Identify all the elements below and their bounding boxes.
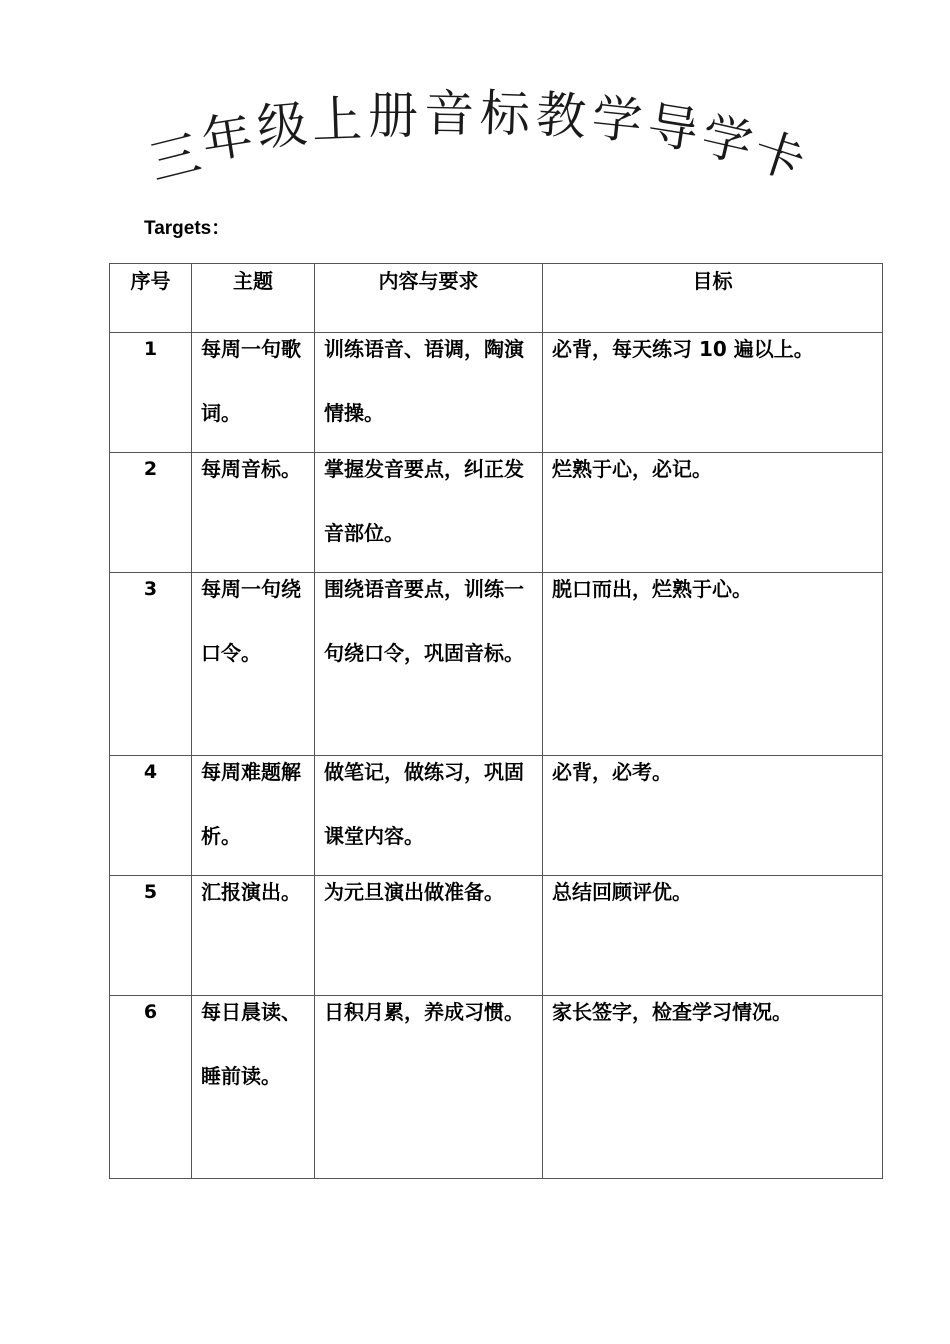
- table-row: [110, 453, 883, 573]
- row-goal: 脱口而出，烂熟于心。: [552, 577, 752, 601]
- title-char: 音: [423, 84, 475, 144]
- row-content: 为元旦演出做准备。: [324, 880, 504, 904]
- row-goal: 烂熟于心，必记。: [552, 457, 712, 481]
- row-topic-cell: [192, 996, 315, 1179]
- table-row: [110, 756, 883, 876]
- row-content: 日积月累，养成习惯。: [324, 1000, 524, 1024]
- row-goal-cell: [543, 756, 883, 876]
- row-number: 1: [143, 338, 158, 360]
- title-char: 教: [534, 85, 588, 147]
- title-char: 册: [368, 87, 418, 145]
- row-number-cell: [110, 333, 192, 453]
- row-topic-cell: [192, 756, 315, 876]
- row-topic: 汇报演出。: [201, 880, 301, 904]
- row-goal-cell: [543, 876, 883, 996]
- guide-table: [109, 263, 883, 1179]
- row-goal-cell: [543, 996, 883, 1179]
- row-number: 6: [143, 1001, 158, 1023]
- row-content: 训练语音、语调，陶演情操。: [324, 337, 524, 425]
- row-topic: 每周难题解析。: [201, 760, 301, 848]
- row-topic-cell: [192, 573, 315, 756]
- row-goal: 必背，必考。: [552, 760, 672, 784]
- row-content-cell: [315, 573, 543, 756]
- row-number-cell: [110, 756, 192, 876]
- row-number: 2: [143, 458, 158, 480]
- title-char: 学: [589, 88, 645, 152]
- row-topic: 每周一句绕口令。: [201, 577, 301, 665]
- row-topic-cell: [192, 876, 315, 996]
- row-goal-cell: [543, 453, 883, 573]
- row-number-cell: [110, 453, 192, 573]
- row-topic: 每周音标。: [201, 457, 301, 481]
- row-content: 做笔记，做练习，巩固课堂内容。: [324, 760, 524, 848]
- row-content-cell: [315, 756, 543, 876]
- title-char: 导: [643, 95, 703, 161]
- row-content: 围绕语音要点，训练一句绕口令，巩固音标。: [324, 577, 524, 665]
- header-topic: 主题: [192, 264, 315, 333]
- row-topic-cell: [192, 333, 315, 453]
- title-char: 三: [143, 123, 207, 193]
- row-goal: 家长签字，检查学习情况。: [552, 1000, 792, 1024]
- row-number: 4: [143, 761, 158, 783]
- header-number: 序号: [110, 264, 192, 333]
- title-char: 标: [479, 84, 531, 144]
- table-row: [110, 573, 883, 756]
- row-topic: 每日晨读、睡前读。: [201, 1000, 301, 1088]
- page-title: [140, 84, 820, 205]
- row-goal: 总结回顾评优。: [552, 880, 692, 904]
- targets-label: Targets：: [144, 218, 231, 239]
- row-content-cell: [315, 876, 543, 996]
- header-goal: 目标: [543, 264, 883, 333]
- table-row: [110, 333, 883, 453]
- row-number: 5: [143, 881, 158, 903]
- table-row: [110, 996, 883, 1179]
- row-content: 掌握发音要点，纠正发音部位。: [324, 457, 524, 545]
- row-number-cell: [110, 573, 192, 756]
- row-number-cell: [110, 996, 192, 1179]
- title-char: 卡: [746, 120, 812, 192]
- title-char: 年: [197, 105, 257, 171]
- row-topic-cell: [192, 453, 315, 573]
- row-goal: 必背，每天练习 10 遍以上。: [552, 337, 814, 361]
- table-row: [110, 876, 883, 996]
- row-content-cell: [315, 996, 543, 1179]
- row-content-cell: [315, 453, 543, 573]
- row-topic: 每周一句歌词。: [201, 337, 301, 425]
- title-char: 级: [254, 94, 310, 158]
- row-content-cell: [315, 333, 543, 453]
- row-number-cell: [110, 876, 192, 996]
- title-char: 学: [696, 106, 758, 174]
- title-char: 上: [311, 90, 363, 150]
- header-content: 内容与要求: [315, 264, 543, 333]
- row-goal-cell: [543, 573, 883, 756]
- row-number: 3: [143, 578, 158, 600]
- row-goal-cell: [543, 333, 883, 453]
